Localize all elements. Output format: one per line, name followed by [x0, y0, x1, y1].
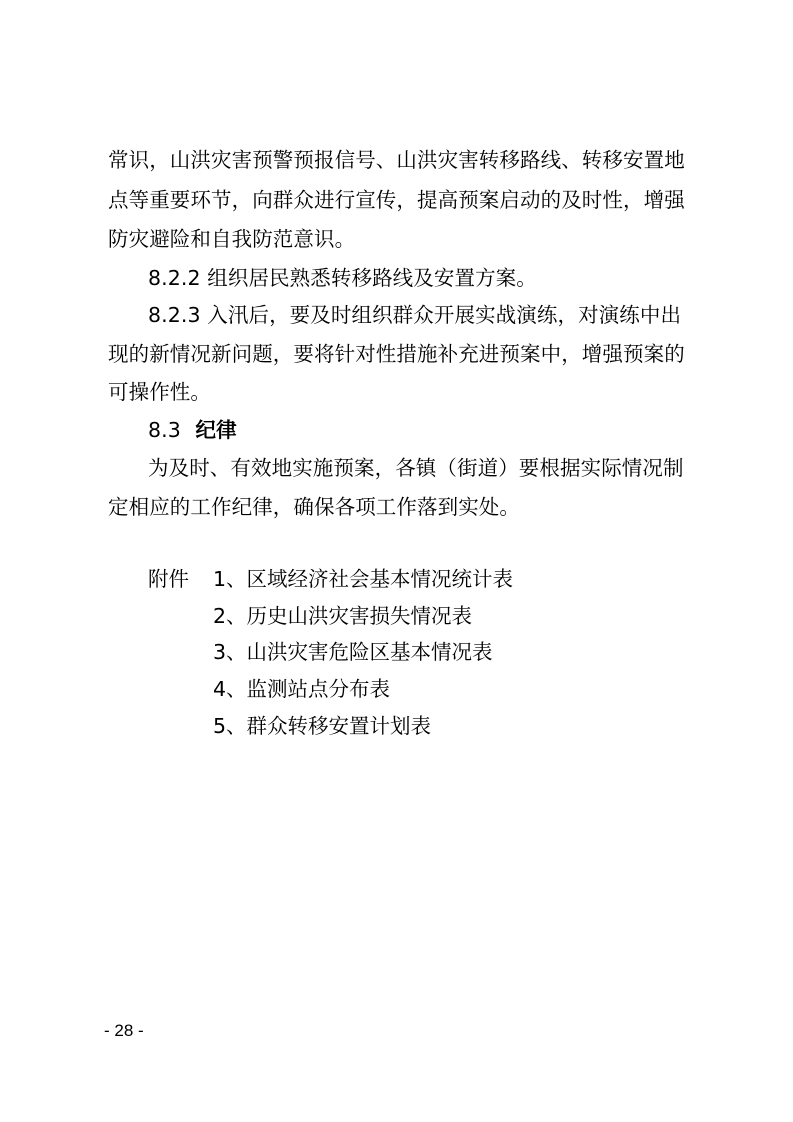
- appendix-item: 2、历史山洪灾害损失情况表: [213, 604, 473, 628]
- paragraph-line: 防灾避险和自我防范意识。: [108, 227, 356, 251]
- section-8-2-3-line: 现的新情况新问题，要将针对性措施补充进预案中，增强预案的: [108, 342, 685, 366]
- paragraph-line: 常识，山洪灾害预警预报信号、山洪灾害转移路线、转移安置地: [108, 148, 685, 172]
- paragraph-line: 点等重要环节，向群众进行宣传，提高预案启动的及时性，增强: [108, 188, 685, 212]
- section-8-2-3-line: 8.2.3 入汛后，要及时组织群众开展实战演练，对演练中出: [148, 303, 682, 327]
- appendix-label: 附件: [148, 567, 189, 591]
- appendix-item: 1、区域经济社会基本情况统计表: [213, 567, 514, 591]
- section-number: 8.3: [148, 418, 181, 442]
- appendix-item: 4、监测站点分布表: [213, 677, 391, 701]
- discipline-paragraph-line: 定相应的工作纪律，确保各项工作落到实处。: [108, 495, 520, 519]
- appendix-item: 5、群众转移安置计划表: [213, 714, 432, 738]
- page-number: - 28 -: [104, 1021, 144, 1040]
- appendix-item: 3、山洪灾害危险区基本情况表: [213, 640, 493, 664]
- section-8-2-2: 8.2.2 组织居民熟悉转移路线及安置方案。: [148, 266, 537, 290]
- section-8-3-heading: [148, 412, 237, 448]
- discipline-paragraph-line: 为及时、有效地实施预案，各镇（街道）要根据实际情况制: [148, 456, 684, 480]
- section-title: 纪律: [195, 418, 237, 442]
- section-8-2-3-line: 可操作性。: [108, 380, 211, 404]
